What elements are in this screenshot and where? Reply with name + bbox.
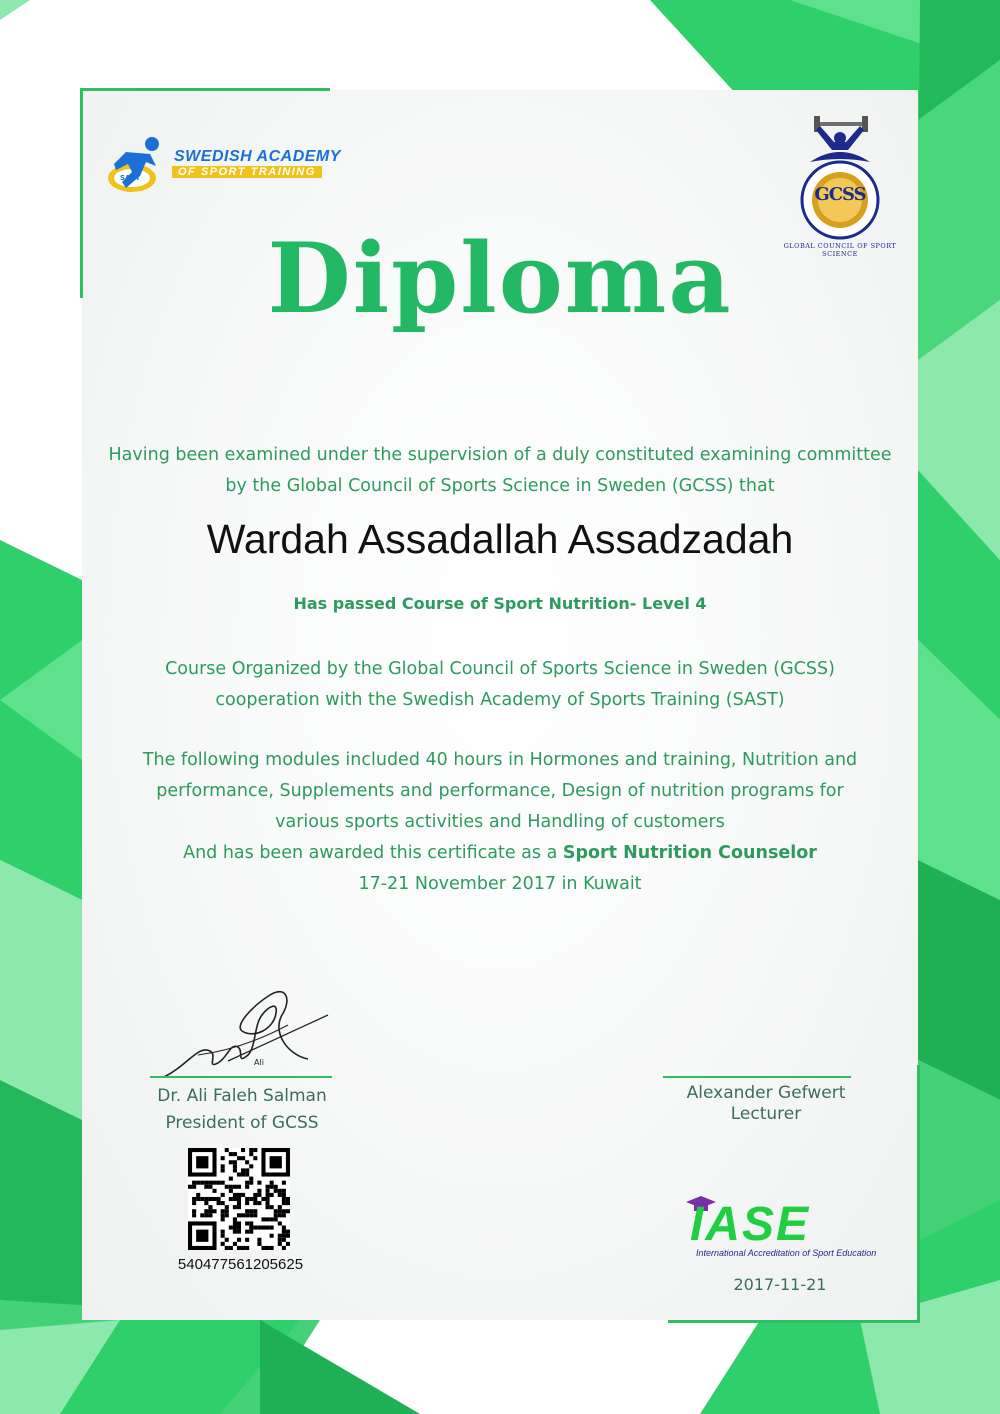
organized-line-2: cooperation with the Swedish Academy of Sports Training (SAST) bbox=[215, 690, 785, 710]
organizer-text bbox=[0, 654, 1000, 716]
awarded-title: Sport Nutrition Counselor bbox=[562, 843, 817, 863]
modules-text bbox=[0, 745, 1000, 900]
intro-line-1: Having been examined under the supervision of a duly constituted examining committee bbox=[108, 445, 892, 465]
awarded-line bbox=[0, 838, 1000, 869]
intro-line-2: by the Global Council of Sports Science in Sweden (GCSS) that bbox=[225, 476, 775, 496]
gcss-monogram: GCSS bbox=[814, 184, 866, 205]
signatory-right bbox=[656, 1083, 876, 1125]
corner-accent-right bbox=[917, 1065, 920, 1323]
iase-tagline: International Accreditation of Sport Education bbox=[696, 1248, 877, 1258]
signatory-right-role: Lecturer bbox=[730, 1104, 802, 1124]
modules-line-2: performance, Supplements and performance, Design of nutrition programs for bbox=[156, 781, 844, 801]
corner-accent-bottom-right bbox=[668, 1320, 920, 1323]
gcss-ring-text: GLOBAL COUNCIL OF SPORT SCIENCE bbox=[783, 242, 897, 258]
corner-accent-top-left bbox=[80, 88, 330, 91]
qr-code bbox=[188, 1148, 290, 1250]
sast-logo bbox=[106, 132, 376, 196]
signatory-left-name: Dr. Ali Faleh Salman bbox=[157, 1086, 327, 1106]
sast-badge-text: SAST bbox=[120, 174, 141, 182]
modules-line-1: The following modules included 40 hours in Hormones and training, Nutrition and bbox=[142, 750, 858, 770]
iase-logo bbox=[686, 1196, 886, 1266]
issue-date: 2017-11-21 bbox=[733, 1275, 827, 1294]
organized-line-1: Course Organized by the Global Council of Sports Science in Sweden (GCSS) bbox=[165, 659, 835, 679]
sast-logo-line1: SWEDISH ACADEMY bbox=[174, 148, 341, 165]
recipient-name: Wardah Assadallah Assadzadah bbox=[206, 516, 794, 562]
signatory-left bbox=[132, 1083, 352, 1137]
signatory-left-role: President of GCSS bbox=[165, 1113, 319, 1133]
course-dates: 17-21 November 2017 in Kuwait bbox=[358, 874, 642, 894]
runner-icon bbox=[106, 132, 176, 196]
sast-logo-line2: OF SPORT TRAINING bbox=[172, 166, 322, 178]
modules-line-3: various sports activities and Handling of customers bbox=[275, 812, 725, 832]
serial-number: 540477561205625 bbox=[177, 1256, 304, 1273]
signature-mark: Ali bbox=[254, 1058, 264, 1067]
page-title: Diploma bbox=[267, 222, 733, 335]
signature-left bbox=[158, 985, 338, 1085]
signatory-right-name: Alexander Gefwert bbox=[686, 1083, 846, 1103]
awarded-prefix: And has been awarded this certificate as a bbox=[183, 843, 558, 863]
signature-line-left bbox=[150, 1076, 332, 1078]
course-passed: Has passed Course of Sport Nutrition- Level 4 bbox=[293, 594, 707, 613]
iase-mark: IASE bbox=[690, 1198, 811, 1251]
signature-line-right bbox=[663, 1076, 851, 1078]
intro-text bbox=[0, 440, 1000, 502]
